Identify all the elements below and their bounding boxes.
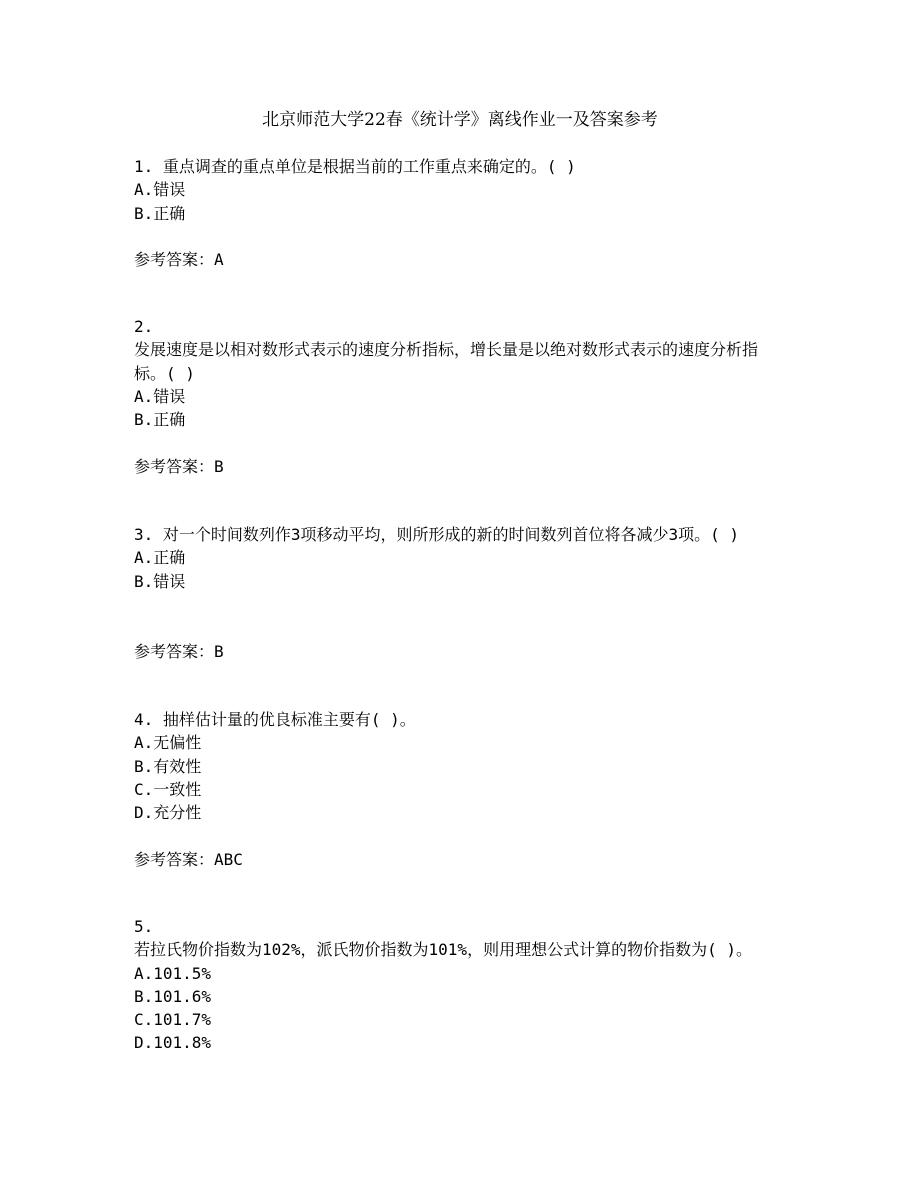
question-number: 2. [134,317,154,336]
answer-label: 参考答案： [134,850,215,869]
answer-value: B [214,642,224,661]
answer-1 [134,248,224,272]
option-a: A.正确 [134,548,186,568]
answer-label: 参考答案： [134,250,215,269]
option-a: A.错误 [134,180,186,200]
question-1 [134,155,794,225]
question-5 [134,915,794,1055]
option-b: B.有效性 [134,756,202,776]
question-2 [134,315,794,431]
question-4 [134,708,794,824]
option-d: D.充分性 [134,803,202,823]
question-stem: 1. 重点调查的重点单位是根据当前的工作重点来确定的。( ) [134,157,576,176]
question-stem: 4. 抽样估计量的优良标准主要有( )。 [134,710,416,729]
option-b: B.101.6% [134,986,212,1006]
question-stem: 3. 对一个时间数列作3项移动平均，则所形成的新的时间数列首位将各减少3项。( ) [134,525,740,544]
option-c: C.101.7% [134,1010,212,1030]
question-3 [134,523,794,593]
option-d: D.101.8% [134,1033,212,1053]
answer-2 [134,455,224,479]
option-a: A.无偏性 [134,733,202,753]
option-a: A.101.5% [134,963,212,983]
answer-label: 参考答案： [134,457,215,476]
answer-value: ABC [214,850,243,869]
answer-label: 参考答案： [134,642,215,661]
answer-3 [134,640,224,664]
document-title: 北京师范大学22春《统计学》离线作业一及答案参考 [262,110,658,130]
answer-value: B [214,457,224,476]
question-stem: 发展速度是以相对数形式表示的速度分析指标，增长量是以绝对数形式表示的速度分析指标。( ) [134,340,759,383]
question-number: 5. [134,917,154,936]
option-b: B.正确 [134,203,186,223]
answer-4 [134,848,243,872]
option-a: A.错误 [134,386,186,406]
answer-value: A [214,250,224,269]
option-b: B.错误 [134,571,186,591]
question-stem: 若拉氏物价指数为102%，派氏物价指数为101%，则用理想公式计算的物价指数为( )。 [134,940,752,960]
option-b: B.正确 [134,410,186,430]
option-c: C.一致性 [134,779,202,799]
